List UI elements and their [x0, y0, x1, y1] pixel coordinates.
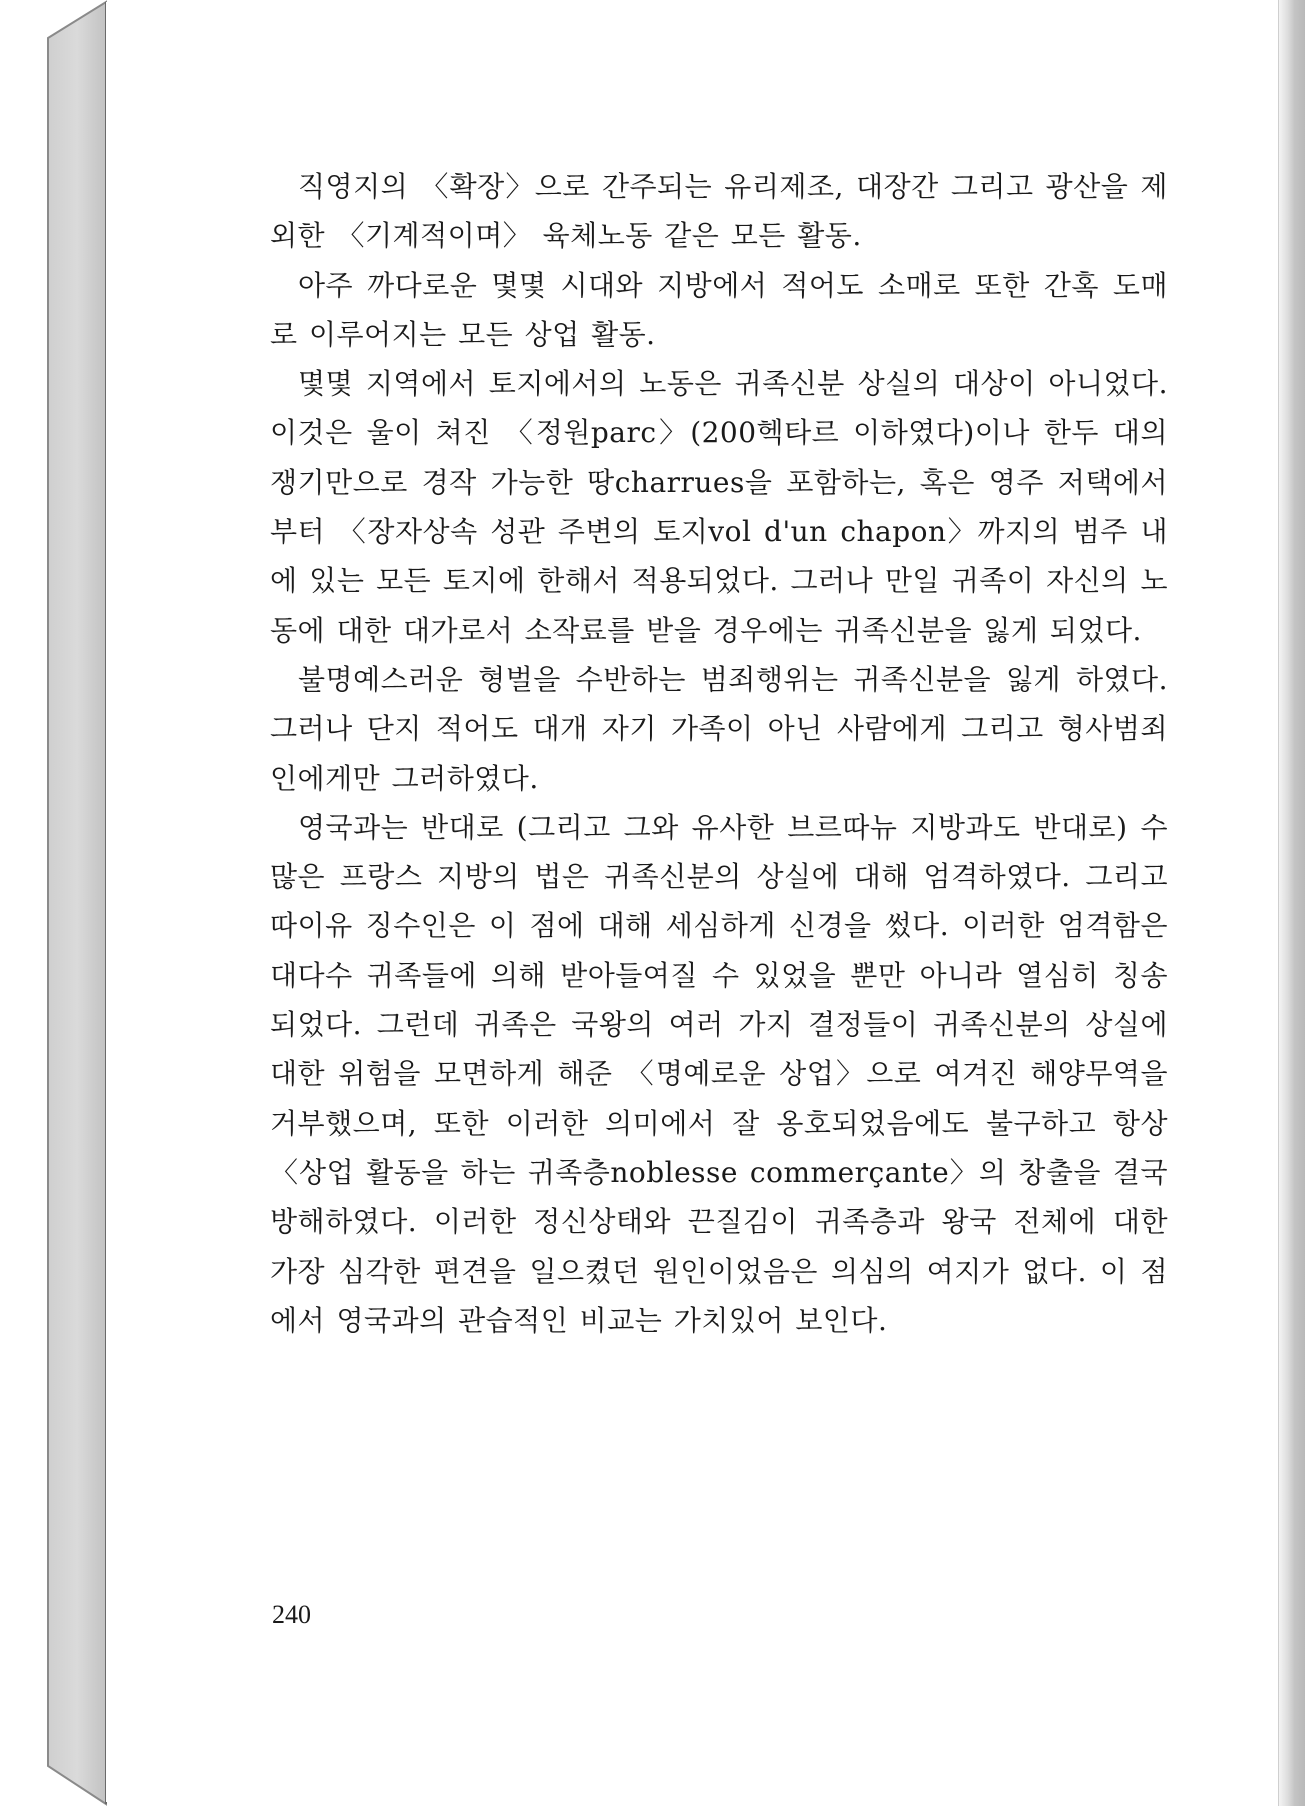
- page-number: 240: [272, 1600, 311, 1629]
- paragraph: 영국과는 반대로 (그리고 그와 유사한 브르따뉴 지방과도 반대로) 수많은 프랑스 지방의 법은 귀족신분의 상실에 대해 엄격하였다. 그리고 따이유 징수인은 이 점에 대해 세심하게 신경을 썼다. 이러한 엄격함은 대다수 귀족들에 의해 받아들여질 수 있었을 뿐만 아니라 열심히 칭송되었다. 그런데 귀족은 국왕의 여러 가지 결정들이 귀족신분의 상실에 대한 위험을 모면하게 해준 〈명예로운 상업〉으로 여겨진 해양무역을 거부했으며, 또한 이러한 의미에서 잘 옹호되었음에도 불구하고 항상 〈상업 활동을 하는 귀족층noblesse commerçante〉의 창출을 결국 방해하였다. 이러한 정신상태와 끈질김이 귀족층과 왕국 전체에 대한 가장 심각한 편견을 일으켰던 원인이었음은 의심의 여지가 없다. 이 점에서 영국과의 관습적인 비교는 가치있어 보인다.: [270, 810, 1168, 1337]
- paragraph: 몇몇 지역에서 토지에서의 노동은 귀족신분 상실의 대상이 아니었다. 이것은 울이 쳐진 〈정원parc〉(200헥타르 이하였다)이나 한두 대의 쟁기만으로 경작 가능한 땅charrues을 포함하는, 혹은 영주 저택에서부터 〈장자상속 성관 주변의 토지vol d'un chapon〉까지의 범주 내에 있는 모든 토지에 한해서 적용되었다. 그러나 만일 귀족이 자신의 노동에 대한 대가로서 소작료를 받을 경우에는 귀족신분을 잃게 되었다.: [270, 367, 1168, 647]
- paragraph: 직영지의 〈확장〉으로 간주되는 유리제조, 대장간 그리고 광산을 제외한 〈기계적이며〉 육체노동 같은 모든 활동.: [270, 170, 1168, 253]
- book-spine: [0, 0, 110, 1806]
- page-stack-edge: [1278, 0, 1305, 1806]
- body-text: [270, 162, 1168, 1345]
- paragraph: 아주 까다로운 몇몇 시대와 지방에서 적어도 소매로 또한 간혹 도매로 이루어지는 모든 상업 활동.: [270, 268, 1168, 351]
- paragraph: 불명예스러운 형벌을 수반하는 범죄행위는 귀족신분을 잃게 하였다. 그러나 단지 적어도 대개 자기 가족이 아닌 사람에게 그리고 형사범죄인에게만 그러하였다.: [270, 662, 1168, 795]
- book-page: [106, 2, 1276, 1802]
